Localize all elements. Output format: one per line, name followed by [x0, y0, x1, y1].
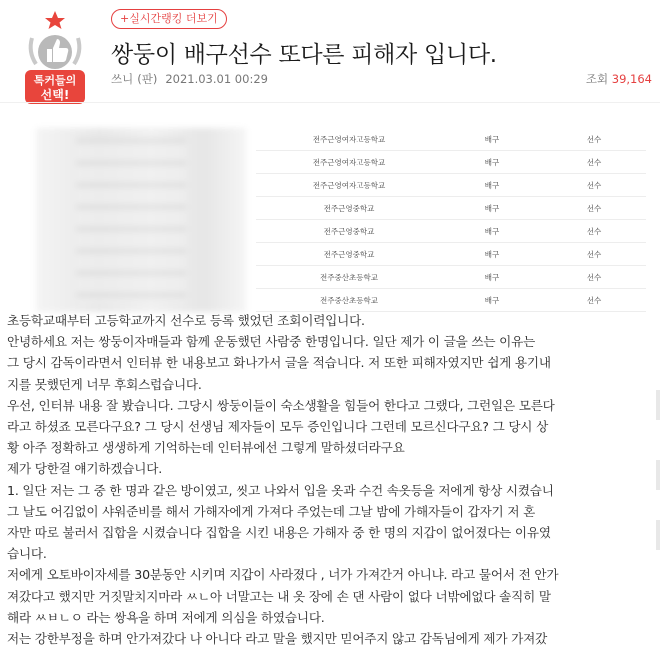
post-body	[0, 310, 655, 649]
table-row	[256, 266, 646, 289]
body-line: 라고 하셨죠 모른다구요? 그 당시 선생님 제자들이 모두 증인입니다 그런데 모르신다구요? 그 당시 상	[7, 419, 549, 435]
cell-role: 선수	[586, 249, 602, 259]
cell-sport: 배구	[484, 203, 500, 213]
body-line: 자만 따로 불러서 집합을 시켰습니다 집합을 시킨 내용은 가해자 중 한 명의 지갑이 없어졌다는 이유였	[7, 525, 551, 541]
cell-school: 전주중산초등학교	[320, 295, 378, 305]
badge-text-line1: 톡커들의	[33, 74, 77, 87]
realtime-ranking-link[interactable]: +실시간랭킹 더보기	[111, 9, 227, 29]
body-line: 안녕하세요 저는 쌍둥이자매들과 함께 운동했던 사람중 한명입니다. 일단 제가 이 글을 쓰는 이유는	[7, 334, 536, 350]
header-divider	[0, 102, 660, 103]
cell-school: 전주근영중학교	[323, 249, 375, 259]
post-tag: (판)	[137, 72, 158, 86]
body-line: 저는 강한부정을 하며 안가져갔다 나 아니다 라고 말을 했지만 믿어주지 않고 감독님에게 제가 가져갔	[7, 631, 548, 647]
cell-role: 선수	[586, 295, 602, 305]
badge-text-line2: 선택!	[40, 88, 70, 102]
cell-sport: 배구	[484, 249, 500, 259]
cell-role: 선수	[586, 272, 602, 282]
body-line: 습니다.	[7, 546, 47, 562]
record-table-image	[36, 128, 646, 312]
view-count	[586, 71, 652, 87]
body-line: 초등학교때부터 고등학교까지 선수로 등록 했었던 조회이력입니다.	[7, 313, 365, 328]
side-scroll-hint	[656, 390, 660, 420]
page-title: 쌍둥이 배구선수 또다른 피해자 입니다.	[111, 42, 497, 68]
cell-school: 전주근영중학교	[323, 226, 375, 236]
cell-role: 선수	[586, 134, 602, 144]
body-line: 우선, 인터뷰 내용 잘 봤습니다. 그당시 쌍둥이들이 숙소생활을 힘들어 한다고 그랬다, 그런일은 모른다	[7, 397, 555, 413]
cell-sport: 배구	[484, 226, 500, 236]
post-meta	[111, 71, 276, 87]
cell-sport: 배구	[484, 134, 500, 144]
author-name[interactable]: 쓰니	[111, 72, 134, 86]
cell-school: 전주근영여자고등학교	[312, 180, 386, 190]
body-line: 저에게 오토바이자세를 30분동안 시키며 지갑이 사라졌다 , 너가 가져간거 아니냐. 라고 물어서 전 안가	[7, 567, 559, 583]
table-row	[256, 151, 646, 174]
body-line: 제가 당한걸 얘기하겠습니다.	[7, 461, 162, 477]
table-row	[256, 289, 646, 312]
views-label: 조회	[585, 72, 609, 86]
cell-school: 전주근영여자고등학교	[312, 157, 386, 167]
body-line: 그 당시 감독이라면서 인터뷰 한 내용보고 화나가서 글을 적습니다. 저 또한 피해자였지만 쉽게 용기내	[7, 355, 551, 371]
table-row	[256, 128, 646, 151]
body-line: 황 아주 정확하고 생생하게 기억하는데 인터뷰에선 그렇게 말하셨더라구요	[7, 440, 405, 456]
table-row	[256, 174, 646, 197]
side-scroll-hint	[656, 460, 660, 490]
cell-school: 전주중산초등학교	[320, 272, 378, 282]
cell-sport: 배구	[484, 180, 500, 190]
views-value: 39,164	[611, 72, 652, 86]
post-datetime: 2021.03.01 00:29	[165, 72, 268, 86]
cell-sport: 배구	[484, 272, 500, 282]
body-line: 지를 못했던게 너무 후회스럽습니다.	[7, 376, 202, 392]
cell-role: 선수	[586, 203, 602, 213]
body-line: 해라 ㅆㅂㄴㅇ 라는 쌍욕을 하며 저에게 의심을 하였습니다.	[7, 609, 325, 625]
blurred-personal-info	[36, 128, 246, 312]
cell-sport: 배구	[484, 157, 500, 167]
cell-school: 전주근영중학교	[323, 203, 375, 213]
body-line: 져갔다고 했지만 거짓말치지마라 ㅆㄴ아 너말고는 내 옷 장에 손 댄 사람이 없다 너밖에없다 솔직히 말	[7, 588, 551, 604]
cell-role: 선수	[586, 180, 602, 190]
cell-role: 선수	[586, 157, 602, 167]
body-line: 그 날도 어김없이 샤워준비를 해서 가해자에게 가져다 주었는데 그날 밤에 가해자들이 갑자기 저 혼	[7, 503, 536, 519]
table-row	[256, 243, 646, 266]
cell-role: 선수	[586, 226, 602, 236]
cell-school: 전주근영여자고등학교	[312, 134, 386, 144]
record-rows	[256, 128, 646, 312]
cell-sport: 배구	[484, 295, 500, 305]
table-row	[256, 197, 646, 220]
pick-badge-icon	[20, 8, 90, 106]
table-row	[256, 220, 646, 243]
side-scroll-hint	[656, 520, 660, 550]
body-line: 1. 일단 저는 그 중 한 명과 같은 방이였고, 씻고 나와서 입을 옷과 수건 속옷등을 저에게 항상 시켰습니	[7, 482, 554, 498]
